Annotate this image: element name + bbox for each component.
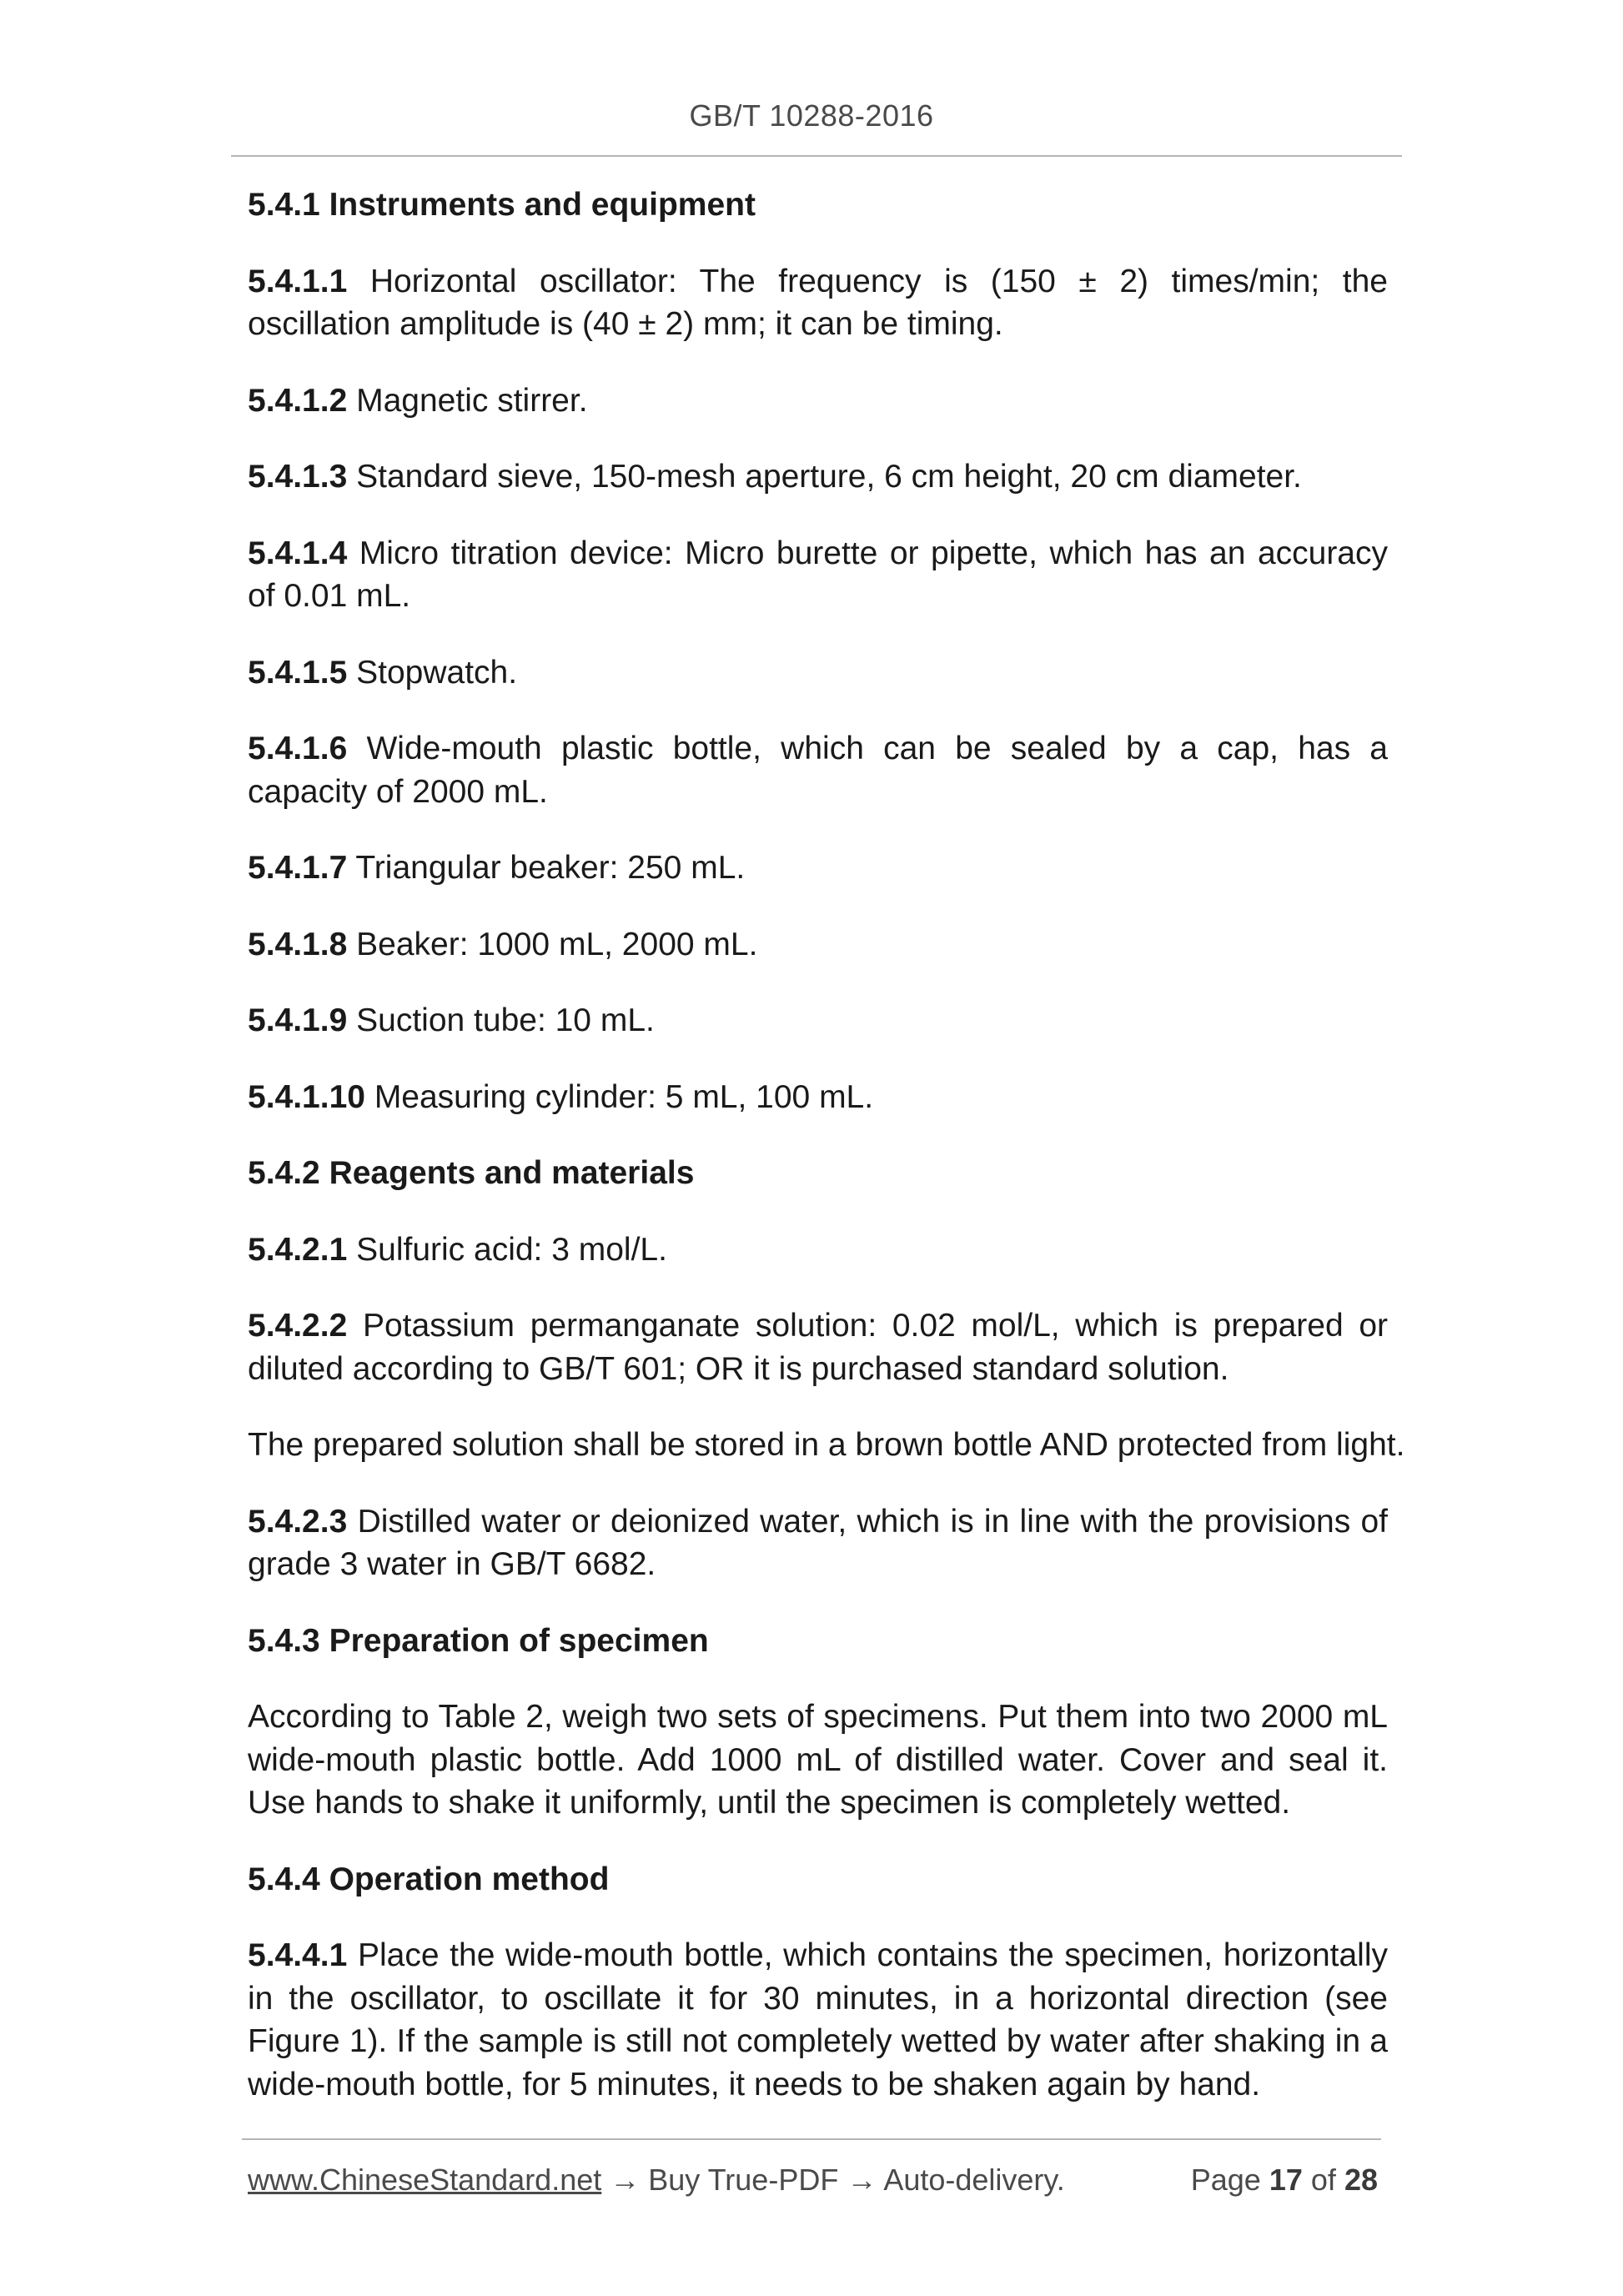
- clause-5-4-1-5: [248, 651, 1388, 695]
- clause-5-4-2-1: [248, 1228, 1388, 1272]
- clause-number: 5.4.1.4: [248, 535, 348, 571]
- clause-number: 5.4.1.10: [248, 1078, 365, 1115]
- page-indicator: [1191, 2163, 1378, 2198]
- clause-text: Sulfuric acid: 3 mol/L.: [356, 1231, 667, 1268]
- clause-number: 5.4.1.9: [248, 1002, 348, 1038]
- clause-number: 5.4.1.5: [248, 654, 348, 691]
- page-of-label: of: [1310, 2163, 1336, 2197]
- clause-5-4-2-2-note: The prepared solution shall be stored in a brown bottle AND protected from light.: [248, 1427, 1405, 1463]
- clause-number: 5.4.1.8: [248, 926, 348, 962]
- clause-number: 5.4.2.3: [248, 1503, 348, 1540]
- clause-5-4-2-2: [248, 1304, 1388, 1390]
- clause-number: 5.4.4.1: [248, 1937, 348, 1973]
- clause-5-4-4-1: [248, 1934, 1388, 2106]
- clause-number: 5.4.1.3: [248, 459, 348, 495]
- clause-5-4-1-1: [248, 260, 1388, 346]
- clause-text: Stopwatch.: [356, 654, 518, 691]
- clause-number: 5.4.1.6: [248, 731, 348, 766]
- clause-text: Potassium permanganate solution: 0.02 mol/L, which is prepared or diluted according to GB/T 601; OR it is purchased standard solution.: [248, 1308, 1388, 1387]
- clause-text: Triangular beaker: 250 mL.: [355, 850, 746, 886]
- clause-5-4-1-2: [248, 379, 1388, 423]
- clause-text: Standard sieve, 150-mesh aperture, 6 cm height, 20 cm diameter.: [356, 459, 1302, 495]
- section-heading-5-4-4: 5.4.4 Operation method: [248, 1861, 610, 1897]
- clause-text: Wide-mouth plastic bottle, which can be sealed by a cap, has a capacity of 2000 mL.: [248, 731, 1388, 810]
- page-label: Page: [1190, 2163, 1261, 2197]
- clause-text: Micro titration device: Micro burette or pipette, which has an accuracy of 0.01 mL.: [248, 535, 1388, 614]
- page-footer: [248, 2163, 1382, 2198]
- clause-text: Beaker: 1000 mL, 2000 mL.: [356, 926, 758, 962]
- clause-5-4-3-text: According to Table 2, weigh two sets of specimens. Put them into two 2000 mL wide-mouth plastic bottle. Add 1000 mL of distilled water. Cover and seal it. Use hands to shake it uniformly, until the specimen is completely wetted.: [248, 1699, 1388, 1821]
- total-pages: 28: [1344, 2163, 1378, 2197]
- clause-number: 5.4.1.2: [248, 382, 348, 419]
- clause-5-4-1-4: [248, 532, 1388, 618]
- section-heading-5-4-2: 5.4.2 Reagents and materials: [248, 1155, 695, 1191]
- clause-number: 5.4.2.2: [248, 1308, 348, 1344]
- clause-5-4-1-8: [248, 923, 1388, 967]
- section-heading-5-4-3: 5.4.3 Preparation of specimen: [248, 1622, 709, 1659]
- clause-text: Distilled water or deionized water, which is in line with the provisions of grade 3 water in GB/T 6682.: [248, 1503, 1388, 1582]
- clause-5-4-1-6: [248, 727, 1388, 813]
- clause-5-4-1-7: [248, 847, 1388, 890]
- clause-text: Measuring cylinder: 5 mL, 100 mL.: [374, 1078, 874, 1115]
- clause-5-4-1-3: [248, 455, 1388, 499]
- footer-promo: → Buy True-PDF → Auto-delivery.: [601, 2163, 1065, 2197]
- section-heading-5-4-1: 5.4.1 Instruments and equipment: [248, 187, 756, 223]
- clause-5-4-1-10: [248, 1076, 1388, 1119]
- clause-text: Magnetic stirrer.: [356, 382, 588, 419]
- clause-text: Suction tube: 10 mL.: [356, 1002, 655, 1038]
- clause-number: 5.4.1.1: [248, 263, 348, 299]
- clause-number: 5.4.1.7: [248, 850, 348, 886]
- footer-divider: [242, 2138, 1381, 2140]
- clause-number: 5.4.2.1: [248, 1231, 348, 1268]
- website-link[interactable]: www.ChineseStandard.net: [248, 2163, 602, 2197]
- page-header: GB/T 10288-2016: [689, 98, 934, 133]
- current-page: 17: [1269, 2163, 1303, 2197]
- document-body: [248, 183, 1405, 2139]
- clause-text: Place the wide-mouth bottle, which contains the specimen, horizontally in the oscillator, to oscillate it for 30 minutes, in a horizontal direction (see Figure 1). If the sample is still not completely wetted by water after shaking in a wide-mouth bottle, for 5 minutes, it needs to be shaken again by hand.: [248, 1937, 1389, 2103]
- header-divider: [231, 155, 1402, 157]
- clause-text: Horizontal oscillator: The frequency is (150 ± 2) times/min; the oscillation amplitude is (40 ± 2) mm; it can be timing.: [248, 263, 1388, 342]
- clause-5-4-2-3: [248, 1500, 1388, 1586]
- clause-5-4-1-9: [248, 999, 1388, 1042]
